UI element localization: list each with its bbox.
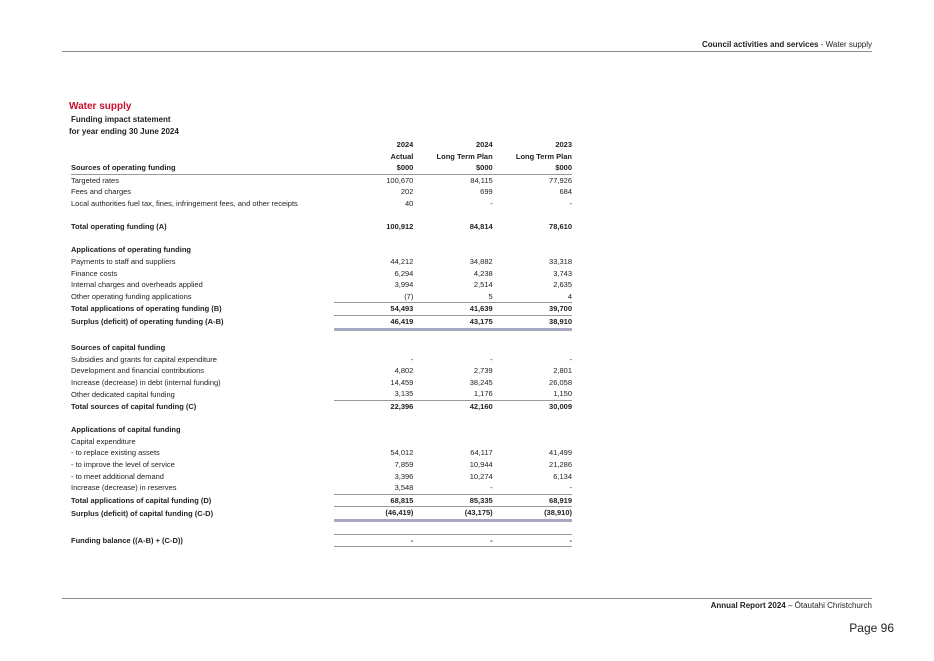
cell-col2: 85,335 xyxy=(413,494,492,507)
column-header-row-1 xyxy=(71,139,572,151)
cell-col1: 14,459 xyxy=(390,377,414,387)
cell-col1: 100,912 xyxy=(386,222,414,232)
cell-col3 xyxy=(493,244,572,256)
col3-unit: $000 xyxy=(493,162,572,174)
col1-basis: Actual xyxy=(390,151,414,161)
cell-col2: 2,739 xyxy=(473,366,493,376)
table-row xyxy=(71,303,572,316)
cell-col1 xyxy=(334,329,413,342)
footer-rule xyxy=(62,598,872,599)
cell-col1 xyxy=(334,413,413,425)
column-header-row-3 xyxy=(71,162,572,174)
row-label: Development and financial contributions xyxy=(71,366,204,376)
cell-col2 xyxy=(413,521,492,535)
row-label: Total sources of capital funding (C) xyxy=(71,401,197,411)
cell-col3: 41,499 xyxy=(549,448,572,458)
cell-col2: 41,639 xyxy=(413,303,492,316)
row-label: Fees and charges xyxy=(71,187,132,197)
cell-col2: 699 xyxy=(480,187,493,197)
cell-col1: (7) xyxy=(404,291,414,301)
cell-col1: 202 xyxy=(400,187,414,197)
row-label: - to replace existing assets xyxy=(71,448,160,458)
cell-col3 xyxy=(493,424,572,436)
group-heading: Sources of operating funding xyxy=(71,162,334,174)
cell-col3: 6,134 xyxy=(553,471,572,481)
cell-col2 xyxy=(413,210,492,222)
cell-col3: 39,700 xyxy=(493,303,572,316)
cell-col1: 3,135 xyxy=(394,389,414,399)
table-row xyxy=(71,482,572,494)
table-row xyxy=(71,377,572,389)
row-label: Surplus (deficit) of capital funding (C-D) xyxy=(71,508,214,518)
cell-col1: - xyxy=(334,534,413,547)
col3-basis: Long Term Plan xyxy=(515,151,572,161)
row-label: Finance costs xyxy=(71,268,118,278)
page-number: Page 96 xyxy=(849,621,894,635)
cell-col3: 77,926 xyxy=(549,175,572,185)
col1-year: 2024 xyxy=(396,140,414,149)
cell-col3 xyxy=(493,342,572,354)
section-title: Water supply xyxy=(69,101,132,112)
row-label xyxy=(71,233,334,245)
cell-col2: 64,117 xyxy=(470,448,493,458)
cell-col2 xyxy=(413,329,492,342)
row-label: Targeted rates xyxy=(71,175,119,185)
cell-col2: 38,245 xyxy=(469,377,493,387)
row-label: Other dedicated capital funding xyxy=(71,389,175,399)
table-row xyxy=(71,534,572,547)
table-row xyxy=(71,279,572,291)
table-row xyxy=(71,494,572,507)
table-row xyxy=(71,388,572,400)
cell-col2: - xyxy=(490,198,493,208)
cell-col3 xyxy=(493,413,572,425)
table-row xyxy=(71,198,572,210)
table-row xyxy=(71,256,572,268)
cell-col2: 84,115 xyxy=(470,175,493,185)
cell-col3: 26,058 xyxy=(549,377,572,387)
cell-col2 xyxy=(413,244,492,256)
cell-col3 xyxy=(493,210,572,222)
running-header xyxy=(702,40,872,49)
cell-col3: - xyxy=(569,354,572,364)
spacer-row xyxy=(71,521,572,535)
row-label: Applications of operating funding xyxy=(71,245,191,255)
cell-col2: - xyxy=(490,483,493,493)
cell-col2: 1,176 xyxy=(473,389,493,399)
table-row xyxy=(71,507,572,521)
cell-col1: 6,294 xyxy=(394,268,414,278)
table-row xyxy=(71,354,572,366)
row-label: Subsidies and grants for capital expenditure xyxy=(71,354,217,364)
cell-col1: 54,012 xyxy=(390,448,414,458)
statement-period: for year ending 30 June 2024 xyxy=(69,127,179,136)
row-label: Total operating funding (A) xyxy=(71,222,167,232)
cell-col1 xyxy=(334,244,413,256)
cell-col2: 4,238 xyxy=(473,268,493,278)
cell-col1 xyxy=(334,210,413,222)
row-label xyxy=(71,521,334,535)
cell-col2: 5 xyxy=(488,291,493,301)
row-label xyxy=(71,329,334,342)
table-row xyxy=(71,315,572,329)
cell-col1: 22,396 xyxy=(334,401,413,413)
table-row xyxy=(71,459,572,471)
row-label: Local authorities fuel tax, fines, infringement fees, and other receipts xyxy=(71,198,298,208)
table-row xyxy=(71,471,572,483)
row-label: Other operating funding applications xyxy=(71,291,192,301)
cell-col2 xyxy=(413,424,492,436)
table-row xyxy=(71,365,572,377)
cell-col3: 21,286 xyxy=(549,460,572,470)
funding-impact-table xyxy=(71,139,572,547)
cell-col3: 3,743 xyxy=(553,268,572,278)
row-label: Funding balance ((A-B) + (C-D)) xyxy=(71,535,183,545)
cell-col1: 46,419 xyxy=(334,315,413,329)
cell-col1 xyxy=(334,424,413,436)
cell-col1: 54,493 xyxy=(334,303,413,316)
cell-col3: 78,610 xyxy=(549,222,572,232)
row-label xyxy=(71,210,334,222)
cell-col3: 33,318 xyxy=(549,256,572,266)
table-row xyxy=(71,291,572,303)
col2-year: 2024 xyxy=(475,140,493,149)
cell-col1 xyxy=(334,342,413,354)
table-row xyxy=(71,268,572,280)
cell-col1: 4,802 xyxy=(394,366,414,376)
table-row xyxy=(71,424,572,436)
row-label: - to meet additional demand xyxy=(71,471,164,481)
row-label: Increase (decrease) in debt (internal funding) xyxy=(71,377,221,387)
running-footer xyxy=(711,601,872,610)
cell-col3 xyxy=(493,436,572,448)
row-label: Sources of capital funding xyxy=(71,343,166,353)
table-row xyxy=(71,401,572,413)
cell-col2: 84,814 xyxy=(469,222,493,232)
cell-col1: 100,670 xyxy=(386,175,414,185)
cell-col2: 42,160 xyxy=(413,401,492,413)
col2-basis: Long Term Plan xyxy=(436,151,493,161)
cell-col1: 40 xyxy=(405,198,414,208)
cell-col1: (46,419) xyxy=(334,507,413,521)
table-row xyxy=(71,186,572,198)
cell-col3: 4 xyxy=(567,291,572,301)
cell-col2: 10,944 xyxy=(469,460,493,470)
col1-unit: $000 xyxy=(334,162,413,174)
col3-year: 2023 xyxy=(555,140,572,149)
cell-col3: 30,009 xyxy=(493,401,572,413)
column-header-row-2 xyxy=(71,151,572,163)
cell-col1 xyxy=(334,233,413,245)
cell-col3: - xyxy=(569,198,572,208)
row-label: - to improve the level of service xyxy=(71,460,175,470)
row-label: Capital expenditure xyxy=(71,436,136,446)
cell-col2: - xyxy=(490,354,493,364)
table-row xyxy=(71,174,572,186)
cell-col2 xyxy=(413,436,492,448)
row-label: Payments to staff and suppliers xyxy=(71,256,176,266)
table-row xyxy=(71,447,572,459)
cell-col3: (38,910) xyxy=(493,507,572,521)
cell-col3: 1,150 xyxy=(553,389,572,399)
spacer-row xyxy=(71,329,572,342)
cell-col2: 43,175 xyxy=(413,315,492,329)
cell-col1 xyxy=(334,436,413,448)
cell-col3: 2,635 xyxy=(553,280,572,290)
cell-col2: 2,514 xyxy=(473,280,493,290)
cell-col3: 2,801 xyxy=(553,366,572,376)
row-label: Total applications of operating funding (B) xyxy=(71,304,222,314)
cell-col3: - xyxy=(569,483,572,493)
row-label: Applications of capital funding xyxy=(71,425,181,435)
header-section: Council activities and services xyxy=(702,40,819,49)
cell-col1: 3,396 xyxy=(394,471,414,481)
cell-col3: - xyxy=(493,534,572,547)
cell-col3 xyxy=(493,329,572,342)
row-label: Internal charges and overheads applied xyxy=(71,280,203,290)
spacer-row xyxy=(71,413,572,425)
cell-col2 xyxy=(413,413,492,425)
cell-col2 xyxy=(413,342,492,354)
cell-col1: 68,815 xyxy=(334,494,413,507)
header-topic: - Water supply xyxy=(818,40,872,49)
table-row xyxy=(71,221,572,233)
cell-col2: - xyxy=(413,534,492,547)
cell-col1: 44,212 xyxy=(390,256,414,266)
spacer-row xyxy=(71,210,572,222)
table-row xyxy=(71,436,572,448)
footer-city: – Ōtautahi Christchurch xyxy=(785,601,872,610)
statement-title: Funding impact statement xyxy=(71,115,171,124)
cell-col3 xyxy=(493,233,572,245)
cell-col1: 7,859 xyxy=(394,460,414,470)
row-label: Total applications of capital funding (D) xyxy=(71,495,212,505)
footer-report: Annual Report 2024 xyxy=(710,601,786,610)
row-label: Increase (decrease) in reserves xyxy=(71,483,177,493)
cell-col3: 684 xyxy=(559,187,572,197)
cell-col2: (43,175) xyxy=(413,507,492,521)
row-label: Surplus (deficit) of operating funding (A-B) xyxy=(71,317,224,327)
cell-col1: - xyxy=(410,354,414,364)
cell-col3 xyxy=(493,521,572,535)
cell-col3: 38,910 xyxy=(493,315,572,329)
cell-col2 xyxy=(413,233,492,245)
cell-col1: 3,548 xyxy=(394,483,414,493)
row-label xyxy=(71,413,334,425)
cell-col2: 10,274 xyxy=(469,471,493,481)
table-row xyxy=(71,342,572,354)
header-rule xyxy=(62,51,872,52)
cell-col2: 34,882 xyxy=(469,256,493,266)
spacer-row xyxy=(71,233,572,245)
cell-col1: 3,994 xyxy=(394,280,414,290)
cell-col3: 68,919 xyxy=(493,494,572,507)
col2-unit: $000 xyxy=(413,162,492,174)
cell-col1 xyxy=(334,521,413,535)
table-row xyxy=(71,244,572,256)
